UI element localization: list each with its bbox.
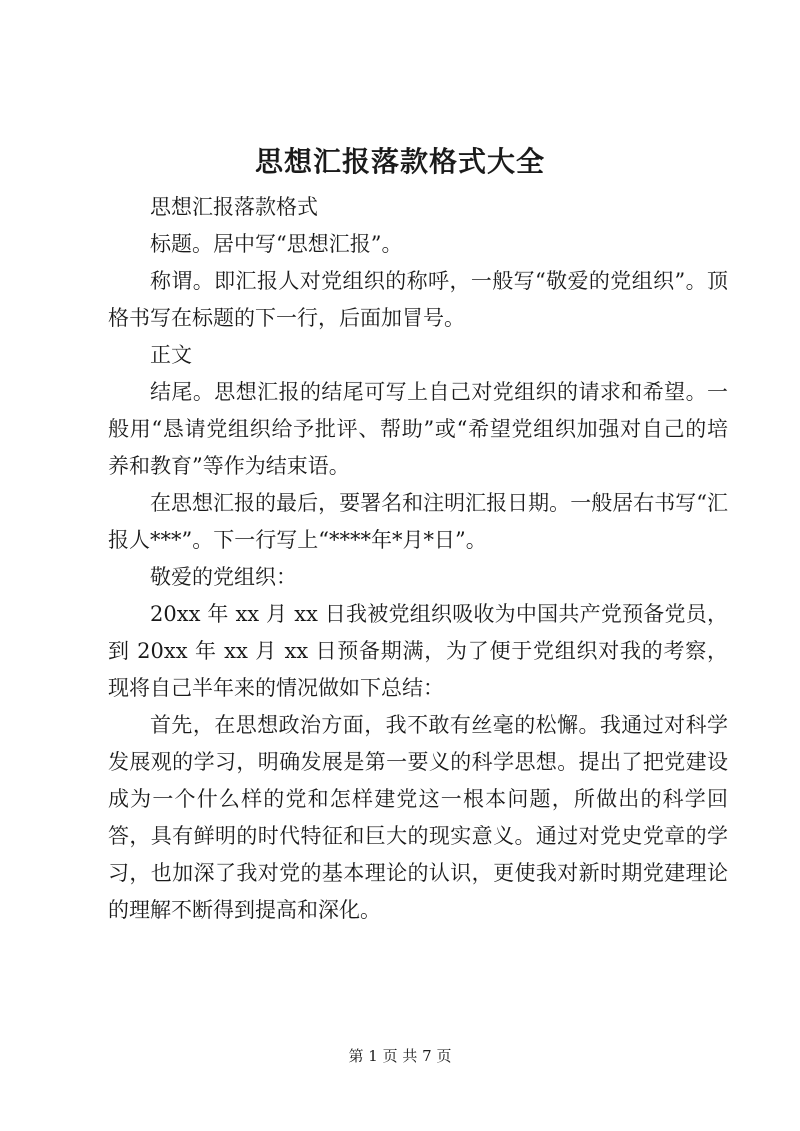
paragraph-format-heading: 思想汇报落款格式: [150, 195, 318, 219]
paragraph-signature-rule: 在思想汇报的最后，要署名和注明汇报日期。一般居右书写“汇报人***”。下一行写上“****年*月*日”。: [108, 491, 728, 552]
paragraph-title-rule: 标题。居中写“思想汇报”。: [150, 232, 403, 256]
document-body: [108, 189, 728, 929]
paragraph-intro: 20xx 年 xx 月 xx 日我被党组织吸收为中国共产党预备党员，到 20xx 年 xx 月 xx 日预备期满，为了便于党组织对我的考察，现将自己半年来的情况做如下总结：: [108, 602, 728, 700]
paragraph-salutation-rule: 称谓。即汇报人对党组织的称呼，一般写“敬爱的党组织”。顶格书写在标题的下一行，后面加冒号。: [108, 269, 728, 330]
page-number: 第 1 页 共 7 页: [348, 1047, 452, 1065]
document-title: 思想汇报落款格式大全: [254, 145, 545, 178]
paragraph-political-thought: 首先，在思想政治方面，我不敢有丝毫的松懈。我通过对科学发展观的学习，明确发展是第一要义的科学思想。提出了把党建设成为一个什么样的党和怎样建党这一根本问题，所做出的科学回答，具有鲜明的时代特征和巨大的现实意义。通过对党史党章的学习，也加深了我对党的基本理论的认识，更使我对新时期党建理论的理解不断得到提高和深化。: [108, 713, 728, 922]
paragraph-ending-rule: 结尾。思想汇报的结尾可写上自己对党组织的请求和希望。一般用“恳请党组织给予批评、帮助”或“希望党组织加强对自己的培养和教育”等作为结束语。: [108, 380, 728, 478]
paragraph-greeting: 敬爱的党组织：: [150, 565, 297, 589]
paragraph-body-label: 正文: [150, 343, 192, 367]
